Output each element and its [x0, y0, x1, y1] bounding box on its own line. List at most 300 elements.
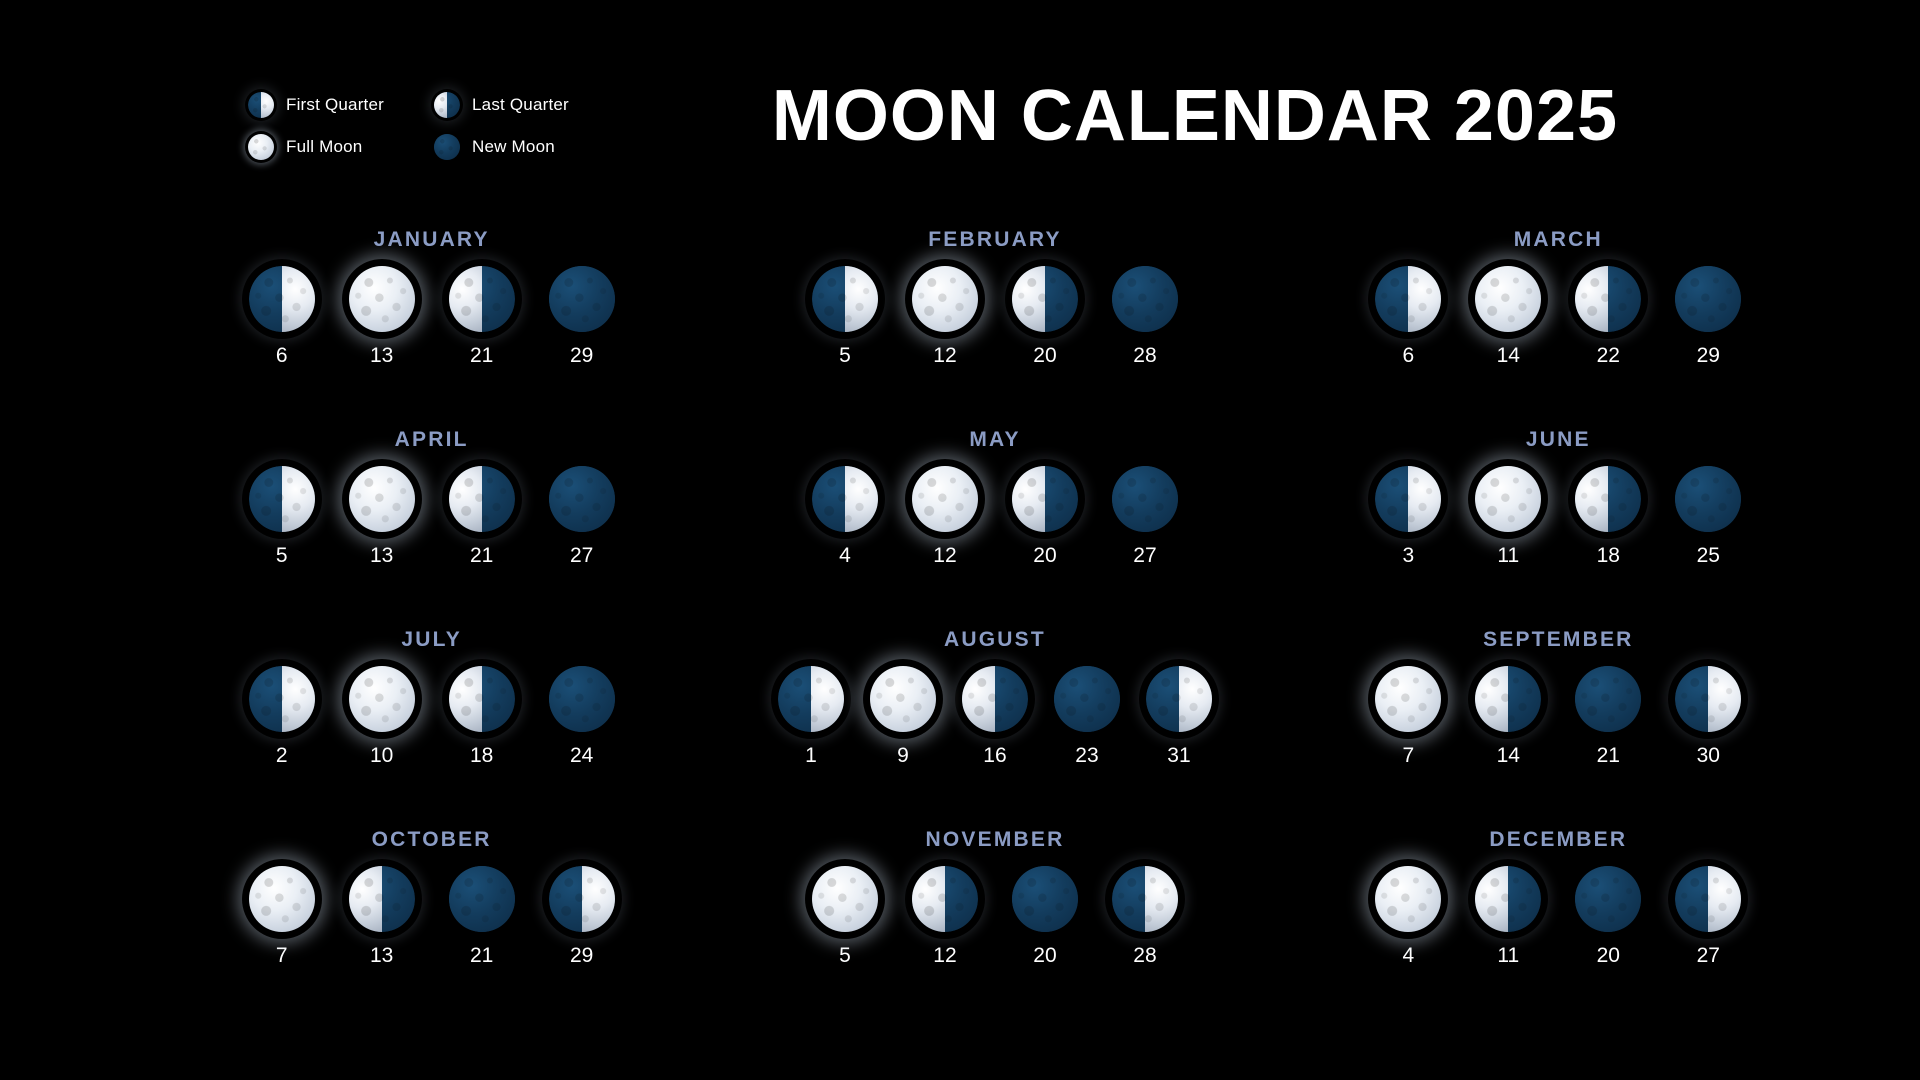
moon-disc: [249, 666, 315, 732]
moon-craters: [349, 866, 415, 932]
phase-day: 6: [275, 344, 288, 367]
phase-day: 27: [569, 544, 594, 567]
month-label: JANUARY: [373, 228, 490, 251]
phase-cell[interactable]: [1672, 666, 1744, 768]
phase-cell[interactable]: [1472, 266, 1544, 368]
moon-craters: [249, 866, 315, 932]
moon-craters: [249, 466, 315, 532]
moon-disc: [1475, 266, 1541, 332]
calendar-grid: [150, 228, 1840, 1028]
page-title: MOON CALENDAR 2025: [771, 76, 1619, 156]
moon-craters: [1054, 666, 1120, 732]
phase-row: [1372, 666, 1744, 768]
phase-day: 7: [275, 944, 288, 967]
phase-day: 4: [839, 544, 851, 567]
phase-cell[interactable]: [246, 666, 318, 768]
moon-craters: [778, 666, 844, 732]
phase-row: [1372, 866, 1744, 968]
phase-day: 9: [897, 744, 909, 767]
phase-cell[interactable]: [1472, 866, 1544, 968]
moon-disc: [812, 866, 878, 932]
last-quarter-icon: [349, 866, 415, 932]
first-quarter-icon: [812, 466, 878, 532]
moon-disc: [1112, 866, 1178, 932]
full-moon-icon: [1475, 466, 1541, 532]
new-moon-icon: [549, 266, 615, 332]
phase-cell[interactable]: [959, 666, 1031, 768]
phase-cell[interactable]: [1372, 666, 1444, 768]
moon-disc: [549, 866, 615, 932]
last-quarter-icon: [1475, 866, 1541, 932]
moon-disc: [248, 92, 274, 118]
moon-craters: [1575, 666, 1641, 732]
moon-craters: [434, 134, 460, 160]
phase-legend: [248, 92, 569, 160]
phase-day: 21: [469, 944, 494, 967]
moon-craters: [349, 266, 415, 332]
full-moon-icon: [870, 666, 936, 732]
moon-disc: [1575, 666, 1641, 732]
first-quarter-icon: [249, 266, 315, 332]
full-moon-icon: [912, 266, 978, 332]
last-quarter-icon: [1012, 266, 1078, 332]
moon-craters: [549, 866, 615, 932]
month-block: [150, 628, 713, 828]
phase-cell[interactable]: [546, 866, 618, 968]
first-quarter-icon: [1375, 266, 1441, 332]
first-quarter-icon: [812, 266, 878, 332]
first-quarter-icon: [249, 466, 315, 532]
month-label: DECEMBER: [1489, 828, 1628, 851]
phase-cell[interactable]: [1372, 466, 1444, 568]
moon-craters: [449, 466, 515, 532]
phase-cell[interactable]: [346, 666, 418, 768]
moon-craters: [1375, 266, 1441, 332]
month-label: NOVEMBER: [925, 828, 1065, 851]
phase-day: 29: [569, 344, 594, 367]
moon-craters: [1112, 266, 1178, 332]
phase-day: 11: [1497, 944, 1520, 967]
phase-row: [1372, 266, 1744, 368]
moon-craters: [549, 466, 615, 532]
moon-craters: [1675, 466, 1741, 532]
phase-day: 28: [1133, 344, 1157, 367]
phase-day: 24: [569, 744, 594, 767]
full-moon-icon: [248, 134, 274, 160]
phase-day: 6: [1402, 344, 1415, 367]
new-moon-icon: [1112, 266, 1178, 332]
moon-craters: [449, 866, 515, 932]
moon-disc: [349, 466, 415, 532]
phase-day: 3: [1402, 544, 1415, 567]
phase-cell[interactable]: [446, 266, 518, 368]
moon-craters: [1675, 666, 1741, 732]
month-block: [1277, 228, 1840, 428]
last-quarter-icon: [1475, 666, 1541, 732]
moon-disc: [1475, 466, 1541, 532]
moon-disc: [349, 866, 415, 932]
first-quarter-icon: [1375, 466, 1441, 532]
legend-item-label: Full Moon: [286, 137, 363, 156]
legend-item-first-quarter: [248, 92, 384, 118]
moon-craters: [1012, 466, 1078, 532]
month-label: SEPTEMBER: [1483, 628, 1634, 651]
phase-cell[interactable]: [1109, 466, 1181, 568]
month-label: JUNE: [1525, 428, 1591, 451]
moon-disc: [1012, 466, 1078, 532]
last-quarter-icon: [449, 666, 515, 732]
page-header: [0, 58, 1920, 188]
phase-cell[interactable]: [1372, 866, 1444, 968]
phase-row: [809, 466, 1181, 568]
month-label: FEBRUARY: [928, 228, 1062, 251]
phase-day: 1: [805, 744, 817, 767]
phase-day: 29: [569, 944, 594, 967]
month-block: [713, 428, 1276, 628]
phase-day: 12: [933, 544, 957, 567]
full-moon-icon: [349, 466, 415, 532]
moon-disc: [1012, 266, 1078, 332]
new-moon-icon: [1575, 866, 1641, 932]
phase-cell[interactable]: [1372, 266, 1444, 368]
phase-day: 20: [1033, 544, 1057, 567]
phase-row: [775, 666, 1215, 768]
moon-craters: [1475, 466, 1541, 532]
phase-cell[interactable]: [246, 866, 318, 968]
phase-day: 30: [1696, 744, 1720, 767]
moon-disc: [1112, 266, 1178, 332]
moon-craters: [1675, 866, 1741, 932]
phase-row: [809, 866, 1181, 968]
last-quarter-icon: [449, 466, 515, 532]
moon-craters: [912, 266, 978, 332]
moon-disc: [812, 266, 878, 332]
full-moon-icon: [1475, 266, 1541, 332]
phase-cell[interactable]: [346, 466, 418, 568]
phase-cell[interactable]: [446, 666, 518, 768]
first-quarter-icon: [1675, 666, 1741, 732]
phase-day: 20: [1596, 944, 1620, 967]
moon-disc: [1575, 266, 1641, 332]
phase-row: [246, 866, 618, 968]
last-quarter-icon: [912, 866, 978, 932]
month-block: [150, 428, 713, 628]
phase-cell[interactable]: [1109, 866, 1181, 968]
first-quarter-icon: [1675, 866, 1741, 932]
moon-disc: [249, 266, 315, 332]
phase-cell[interactable]: [867, 666, 939, 768]
phase-cell[interactable]: [246, 466, 318, 568]
phase-row: [246, 466, 618, 568]
moon-craters: [549, 666, 615, 732]
moon-disc: [1375, 866, 1441, 932]
full-moon-icon: [912, 466, 978, 532]
moon-craters: [248, 92, 274, 118]
phase-day: 12: [933, 944, 957, 967]
moon-disc: [249, 866, 315, 932]
moon-disc: [1475, 866, 1541, 932]
phase-day: 5: [839, 344, 851, 367]
moon-craters: [812, 466, 878, 532]
moon-craters: [549, 266, 615, 332]
phase-day: 13: [369, 344, 394, 367]
phase-cell[interactable]: [1672, 866, 1744, 968]
last-quarter-icon: [1575, 266, 1641, 332]
moon-craters: [1112, 866, 1178, 932]
moon-disc: [1675, 666, 1741, 732]
moon-craters: [1575, 866, 1641, 932]
moon-disc: [1375, 666, 1441, 732]
moon-disc: [962, 666, 1028, 732]
month-block: [150, 228, 713, 428]
phase-day: 7: [1402, 744, 1415, 767]
month-block: [1277, 628, 1840, 828]
moon-craters: [812, 266, 878, 332]
new-moon-icon: [1054, 666, 1120, 732]
phase-day: 23: [1075, 744, 1099, 767]
phase-day: 21: [469, 344, 494, 367]
moon-disc: [349, 666, 415, 732]
legend-item-full-moon: [248, 134, 384, 160]
moon-craters: [1475, 666, 1541, 732]
phase-cell[interactable]: [1572, 466, 1644, 568]
moon-craters: [912, 866, 978, 932]
moon-craters: [1012, 866, 1078, 932]
moon-disc: [1575, 466, 1641, 532]
phase-day: 12: [933, 344, 957, 367]
phase-cell[interactable]: [346, 866, 418, 968]
moon-disc: [449, 466, 515, 532]
first-quarter-icon: [778, 666, 844, 732]
moon-disc: [1675, 466, 1741, 532]
month-label: JULY: [401, 628, 462, 651]
month-label: APRIL: [394, 428, 469, 451]
moon-craters: [1375, 466, 1441, 532]
phase-cell[interactable]: [446, 866, 518, 968]
moon-craters: [1112, 466, 1178, 532]
moon-disc: [434, 134, 460, 160]
moon-disc: [249, 466, 315, 532]
moon-disc: [912, 266, 978, 332]
moon-disc: [449, 666, 515, 732]
moon-disc: [870, 666, 936, 732]
moon-disc: [1054, 666, 1120, 732]
legend-item-label: First Quarter: [286, 95, 385, 114]
legend-item-new-moon: [434, 134, 569, 160]
phase-day: 4: [1402, 944, 1415, 967]
phase-day: 13: [369, 544, 394, 567]
moon-craters: [434, 92, 460, 118]
moon-disc: [1675, 266, 1741, 332]
phase-day: 31: [1167, 744, 1191, 767]
phase-row: [809, 266, 1181, 368]
first-quarter-icon: [248, 92, 274, 118]
month-label: MARCH: [1513, 228, 1603, 251]
new-moon-icon: [1112, 466, 1178, 532]
moon-disc: [549, 266, 615, 332]
new-moon-icon: [1575, 666, 1641, 732]
phase-cell[interactable]: [246, 266, 318, 368]
phase-day: 18: [469, 744, 494, 767]
phase-day: 21: [1596, 744, 1620, 767]
moon-craters: [1475, 866, 1541, 932]
phase-day: 18: [1596, 544, 1620, 567]
new-moon-icon: [549, 666, 615, 732]
phase-cell[interactable]: [1572, 266, 1644, 368]
moon-disc: [248, 134, 274, 160]
phase-cell[interactable]: [1009, 266, 1081, 368]
phase-cell[interactable]: [1572, 666, 1644, 768]
moon-disc: [549, 466, 615, 532]
new-moon-icon: [549, 466, 615, 532]
last-quarter-icon: [434, 92, 460, 118]
month-block: [150, 828, 713, 1028]
phase-day: 10: [369, 744, 394, 767]
phase-cell[interactable]: [909, 866, 981, 968]
phase-day: 27: [1696, 944, 1720, 967]
phase-cell[interactable]: [446, 466, 518, 568]
new-moon-icon: [1675, 266, 1741, 332]
full-moon-icon: [812, 866, 878, 932]
last-quarter-icon: [1012, 466, 1078, 532]
phase-row: [1372, 466, 1744, 568]
phase-cell[interactable]: [1472, 666, 1544, 768]
moon-craters: [812, 866, 878, 932]
phase-day: 20: [1033, 344, 1057, 367]
phase-day: 2: [275, 744, 288, 767]
phase-cell[interactable]: [1051, 666, 1123, 768]
phase-cell[interactable]: [909, 266, 981, 368]
new-moon-icon: [434, 134, 460, 160]
moon-craters: [1475, 266, 1541, 332]
phase-day: 29: [1696, 344, 1720, 367]
first-quarter-icon: [1146, 666, 1212, 732]
moon-disc: [549, 666, 615, 732]
phase-row: [246, 666, 618, 768]
new-moon-icon: [1675, 466, 1741, 532]
full-moon-icon: [1375, 866, 1441, 932]
moon-disc: [1475, 666, 1541, 732]
moon-craters: [449, 666, 515, 732]
phase-day: 5: [275, 544, 288, 567]
moon-disc: [449, 866, 515, 932]
moon-disc: [1375, 266, 1441, 332]
new-moon-icon: [1012, 866, 1078, 932]
moon-craters: [249, 266, 315, 332]
moon-craters: [249, 666, 315, 732]
moon-disc: [912, 866, 978, 932]
moon-disc: [434, 92, 460, 118]
phase-cell[interactable]: [1009, 466, 1081, 568]
moon-craters: [1375, 666, 1441, 732]
phase-cell[interactable]: [346, 266, 418, 368]
moon-craters: [962, 666, 1028, 732]
phase-cell[interactable]: [1143, 666, 1215, 768]
phase-cell[interactable]: [909, 466, 981, 568]
phase-day: 13: [369, 944, 394, 967]
moon-disc: [1146, 666, 1212, 732]
moon-craters: [870, 666, 936, 732]
phase-day: 14: [1496, 344, 1520, 367]
full-moon-icon: [249, 866, 315, 932]
legend-item-label: New Moon: [472, 137, 555, 156]
moon-craters: [1012, 266, 1078, 332]
month-block: [1277, 428, 1840, 628]
phase-day: 27: [1133, 544, 1157, 567]
phase-cell[interactable]: [809, 866, 881, 968]
full-moon-icon: [349, 666, 415, 732]
moon-disc: [778, 666, 844, 732]
phase-day: 11: [1497, 544, 1520, 567]
moon-disc: [1675, 866, 1741, 932]
moon-craters: [1375, 866, 1441, 932]
moon-craters: [1575, 466, 1641, 532]
phase-cell[interactable]: [1009, 866, 1081, 968]
moon-disc: [1575, 866, 1641, 932]
phase-day: 14: [1496, 744, 1520, 767]
month-label: MAY: [969, 428, 1021, 451]
moon-craters: [1146, 666, 1212, 732]
moon-disc: [449, 266, 515, 332]
moon-disc: [1375, 466, 1441, 532]
first-quarter-icon: [249, 666, 315, 732]
phase-day: 28: [1133, 944, 1157, 967]
moon-craters: [1575, 266, 1641, 332]
phase-day: 16: [983, 744, 1007, 767]
phase-cell[interactable]: [1572, 866, 1644, 968]
moon-disc: [912, 466, 978, 532]
last-quarter-icon: [449, 266, 515, 332]
phase-cell[interactable]: [1109, 266, 1181, 368]
moon-craters: [248, 134, 274, 160]
moon-disc: [349, 266, 415, 332]
month-block: [713, 828, 1276, 1028]
phase-cell[interactable]: [1672, 466, 1744, 568]
moon-craters: [1675, 266, 1741, 332]
month-label: AUGUST: [944, 628, 1046, 651]
month-block: [1277, 828, 1840, 1028]
phase-cell[interactable]: [546, 666, 618, 768]
phase-cell[interactable]: [1472, 466, 1544, 568]
first-quarter-icon: [1112, 866, 1178, 932]
phase-day: 20: [1033, 944, 1057, 967]
phase-cell[interactable]: [1672, 266, 1744, 368]
phase-day: 25: [1696, 544, 1720, 567]
month-block: [713, 628, 1276, 828]
phase-day: 21: [469, 544, 494, 567]
last-quarter-icon: [1575, 466, 1641, 532]
new-moon-icon: [449, 866, 515, 932]
month-block: [713, 228, 1276, 428]
phase-cell[interactable]: [775, 666, 847, 768]
full-moon-icon: [349, 266, 415, 332]
first-quarter-icon: [549, 866, 615, 932]
full-moon-icon: [1375, 666, 1441, 732]
moon-disc: [1112, 466, 1178, 532]
moon-disc: [812, 466, 878, 532]
moon-disc: [1012, 866, 1078, 932]
moon-craters: [449, 266, 515, 332]
month-label: OCTOBER: [371, 828, 492, 851]
legend-item-label: Last Quarter: [472, 95, 569, 114]
phase-cell[interactable]: [546, 466, 618, 568]
phase-day: 22: [1596, 344, 1620, 367]
phase-cell[interactable]: [809, 266, 881, 368]
phase-row: [246, 266, 618, 368]
phase-cell[interactable]: [809, 466, 881, 568]
phase-cell[interactable]: [546, 266, 618, 368]
phase-day: 5: [839, 944, 851, 967]
